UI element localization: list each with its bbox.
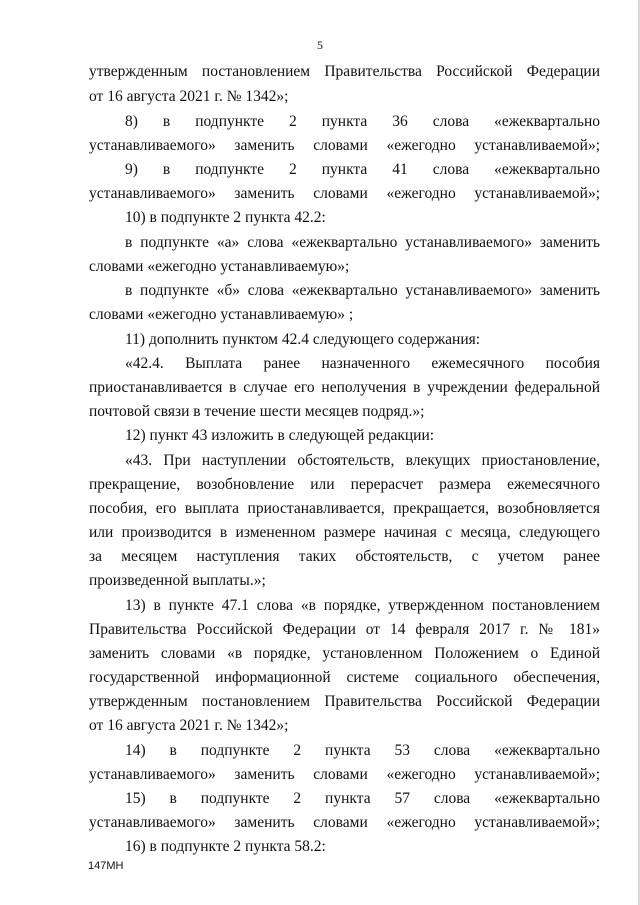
text-line: устанавливаемого» заменить словами «ежегодно устанавливаемой»; xyxy=(89,814,600,831)
text-line: прекращение, возобновление или перерасчет размера ежемесячного xyxy=(89,476,600,493)
text-line: в подпункте «б» слова «ежеквартально устанавливаемого» заменить xyxy=(125,282,600,299)
text-line: 8) в подпункте 2 пункта 36 слова «ежеквартально xyxy=(125,113,600,130)
text-line: словами «ежегодно устанавливаемую»; xyxy=(89,258,350,275)
text-line: заменить словами «в порядке, установленном Положением о Единой xyxy=(89,645,600,662)
text-line: устанавливаемого» заменить словами «ежегодно устанавливаемой»; xyxy=(89,185,600,202)
text-line: приостанавливается в случае его неполучения в учреждении федеральной xyxy=(89,379,600,396)
text-line: государственной информационной системе социального обеспечения, xyxy=(89,669,600,686)
text-line: словами «ежегодно устанавливаемую» ; xyxy=(89,306,354,323)
text-line: от 16 августа 2021 г. № 1342»; xyxy=(89,88,289,105)
text-line: 12) пункт 43 изложить в следующей редакции: xyxy=(125,427,435,444)
text-line: от 16 августа 2021 г. № 1342»; xyxy=(89,717,289,734)
text-line: пособия, его выплата приостанавливается, прекращается, возобновляется xyxy=(89,500,600,517)
text-line: устанавливаемого» заменить словами «ежегодно устанавливаемой»; xyxy=(89,137,600,154)
text-line: Правительства Российской Федерации от 14 февраля 2017 г. № 181» xyxy=(89,621,600,638)
text-line: 10) в подпункте 2 пункта 42.2: xyxy=(125,209,326,226)
text-line: произведенной выплаты.»; xyxy=(89,572,266,589)
text-line: «43. При наступлении обстоятельств, влекущих приостановление, xyxy=(125,452,600,469)
text-line: 13) в пункте 47.1 слова «в порядке, утвержденном постановлением xyxy=(125,597,600,614)
text-line: устанавливаемого» заменить словами «ежегодно устанавливаемой»; xyxy=(89,766,600,783)
text-line: в подпункте «а» слова «ежеквартально устанавливаемого» заменить xyxy=(125,234,600,251)
text-line: 14) в подпункте 2 пункта 53 слова «ежеквартально xyxy=(125,742,600,759)
text-line: 11) дополнить пунктом 42.4 следующего содержания: xyxy=(125,331,481,348)
document-code: 147МН xyxy=(88,860,124,872)
text-line: «42.4. Выплата ранее назначенного ежемесячного пособия xyxy=(125,355,600,372)
text-line: или производится в измененном размере начиная с месяца, следующего xyxy=(89,524,600,541)
text-line: почтовой связи в течение шести месяцев подряд.»; xyxy=(89,403,425,420)
text-line: 15) в подпункте 2 пункта 57 слова «ежеквартально xyxy=(125,790,600,807)
text-line: утвержденным постановлением Правительства Российской Федерации xyxy=(89,693,600,710)
text-line: утвержденным постановлением Правительства Российской Федерации xyxy=(89,63,600,80)
text-line: 9) в подпункте 2 пункта 41 слова «ежеквартально xyxy=(125,161,600,178)
page-number: 5 xyxy=(317,38,323,52)
text-line: за месяцем наступления таких обстоятельств, с учетом ранее xyxy=(89,548,600,565)
text-line: 16) в подпункте 2 пункта 58.2: xyxy=(125,838,326,855)
